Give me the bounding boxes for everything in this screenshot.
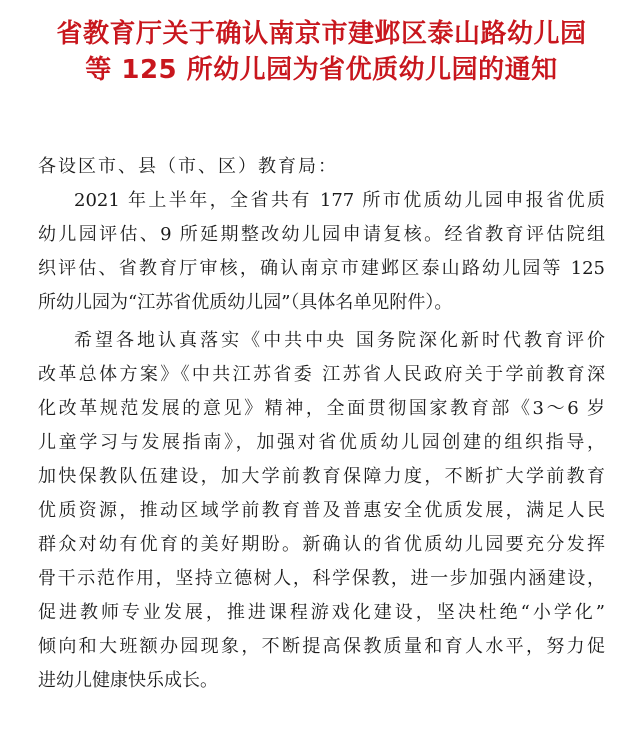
paragraph-line: 儿童学习与发展指南》，加强对省优质幼儿园创建的组织指导， bbox=[38, 432, 605, 453]
paragraph-line: 群众对幼有优育的美好期盼。新确认的省优质幼儿园要充分发挥 bbox=[38, 534, 605, 555]
title-line-1: 省教育厅关于确认南京市建邺区泰山路幼儿园 bbox=[56, 19, 587, 49]
paragraph-line: 希望各地认真落实《中共中央 国务院深化新时代教育评价 bbox=[74, 330, 605, 351]
paragraph-line: 进幼儿健康快乐成长。 bbox=[38, 670, 218, 691]
paragraph-line: 优质资源，推动区域学前教育普及普惠安全优质发展，满足人民 bbox=[38, 500, 605, 521]
paragraph-line: 化改革规范发展的意见》精神，全面贯彻国家教育部《3～6 岁 bbox=[38, 398, 605, 419]
paragraph-line: 改革总体方案》《中共江苏省委 江苏省人民政府关于学前教育深 bbox=[38, 364, 605, 385]
paragraph-2 bbox=[38, 324, 605, 698]
paragraph-line: 加快保教队伍建设，加大学前教育保障力度，不断扩大学前教育 bbox=[38, 466, 605, 487]
paragraph-line: 促进教师专业发展，推进课程游戏化建设，坚决杜绝“小学化” bbox=[38, 602, 605, 623]
paragraph-1 bbox=[38, 184, 605, 320]
salutation: 各设区市、县（市、区）教育局： bbox=[38, 156, 338, 177]
paragraph-line: 幼儿园评估、9 所延期整改幼儿园申请复核。经省教育评估院组 bbox=[38, 224, 605, 245]
paragraph-line: 倾向和大班额办园现象，不断提高保教质量和育人水平，努力促 bbox=[38, 636, 605, 657]
paragraph-line: 骨干示范作用，坚持立德树人，科学保教，进一步加强内涵建设， bbox=[38, 568, 605, 589]
paragraph-line: 所幼儿园为“江苏省优质幼儿园”（具体名单见附件）。 bbox=[38, 292, 453, 313]
paragraph-line: 织评估、省教育厅审核，确认南京市建邺区泰山路幼儿园等 125 bbox=[38, 258, 605, 279]
paragraph-line: 2021 年上半年，全省共有 177 所市优质幼儿园申报省优质 bbox=[74, 190, 605, 211]
document-title bbox=[38, 16, 605, 88]
title-line-2: 等 125 所幼儿园为省优质幼儿园的通知 bbox=[85, 55, 558, 85]
